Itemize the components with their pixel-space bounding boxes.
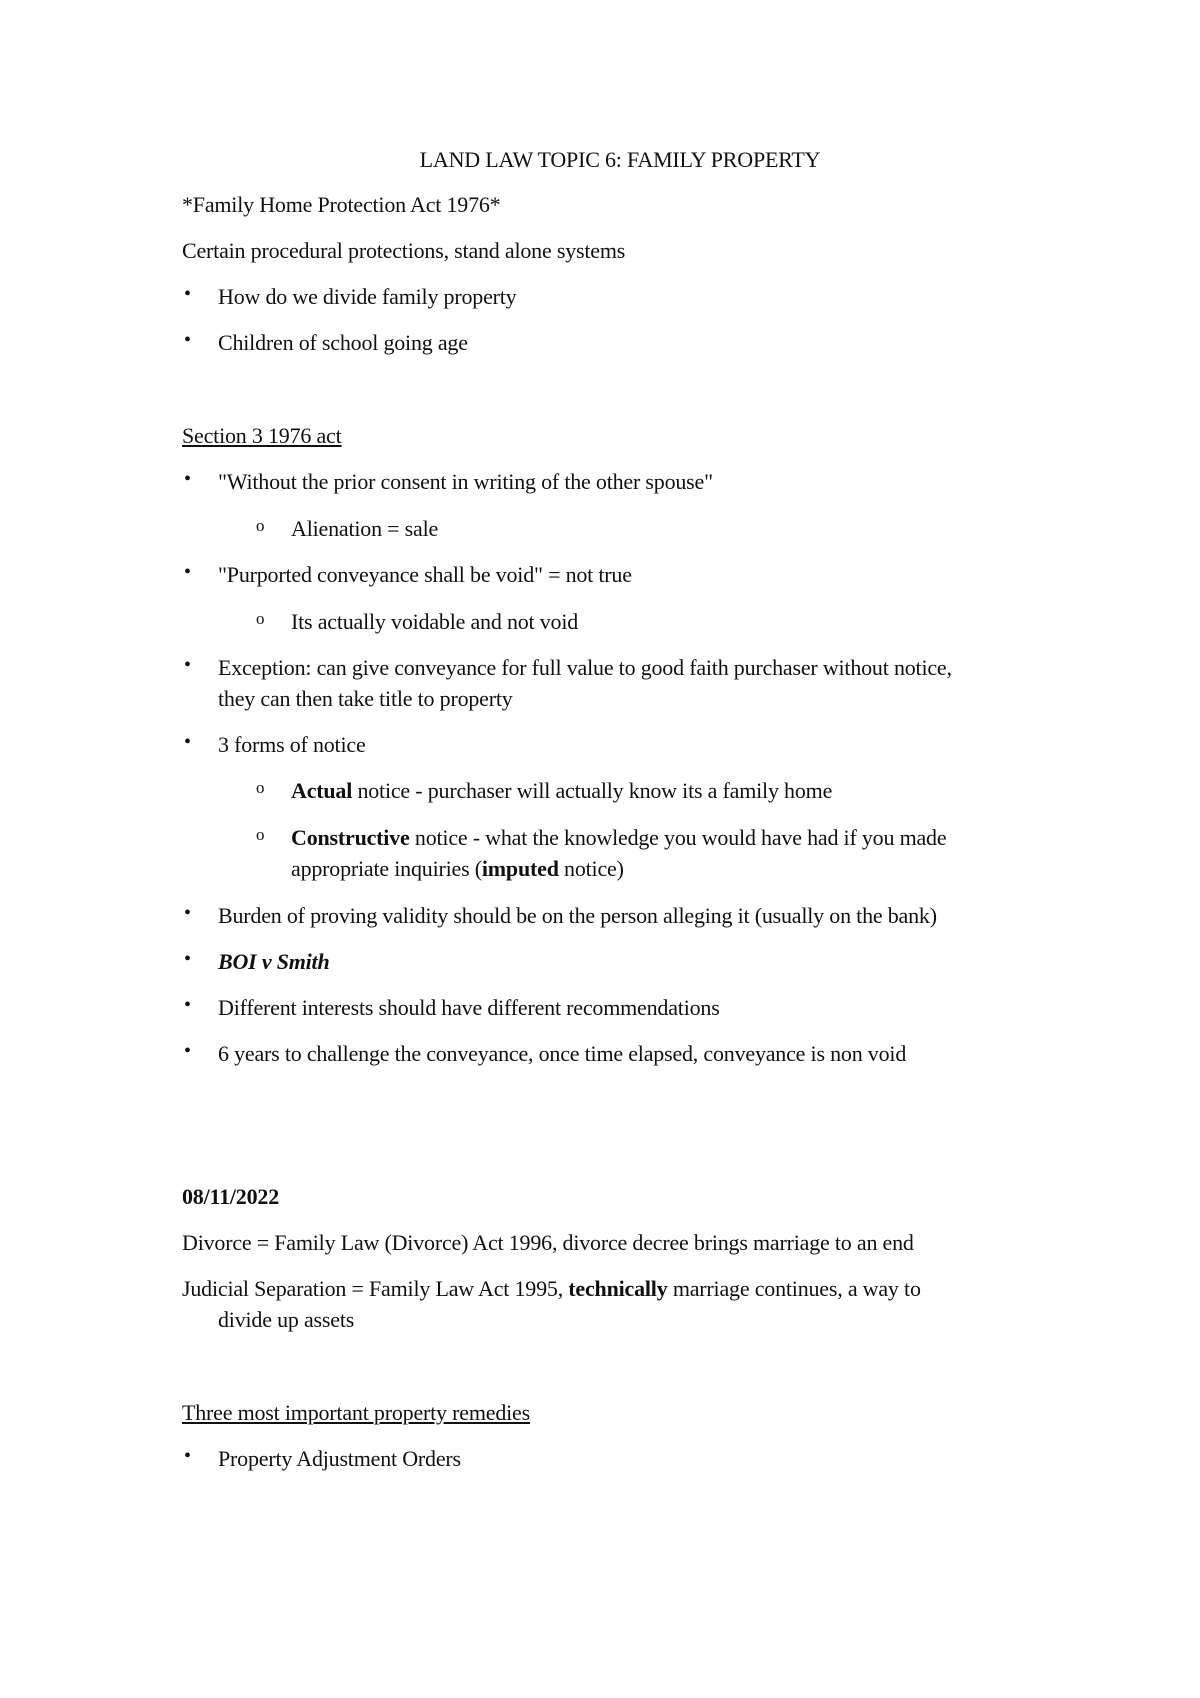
judicial-separation-text: Judicial Separation = Family Law Act 1995, technically marriage continues, a way to [182, 1276, 921, 1301]
list-item: Burden of proving validity should be on the person alleging it (usually on the bank) [218, 903, 937, 928]
act-heading: *Family Home Protection Act 1976* [182, 192, 501, 217]
date-heading: 08/11/2022 [182, 1184, 280, 1209]
sub-bullet-icon: o [256, 516, 265, 535]
list-item: Property Adjustment Orders [218, 1446, 461, 1471]
bullet-icon: • [184, 1445, 192, 1467]
sub-list-item: Its actually voidable and not void [291, 609, 579, 634]
bullet-icon: • [184, 994, 192, 1016]
case-name: BOI v Smith [218, 949, 330, 974]
judicial-separation-continuation: divide up assets [218, 1307, 355, 1332]
page-title: LAND LAW TOPIC 6: FAMILY PROPERTY [419, 147, 821, 172]
technically-term: technically [568, 1276, 668, 1301]
list-item: 6 years to challenge the conveyance, once time elapsed, conveyance is non void [218, 1041, 907, 1066]
list-item: 3 forms of notice [218, 732, 366, 757]
bullet-icon: • [184, 1040, 192, 1062]
list-item-continuation: they can then take title to property [218, 686, 513, 711]
constructive-term: Constructive [291, 825, 410, 850]
bullet-icon: • [184, 283, 192, 305]
section-heading: Section 3 1976 act [182, 423, 342, 448]
sub-bullet-icon: o [256, 825, 265, 844]
list-item: How do we divide family property [218, 284, 517, 309]
sub-list-item: Alienation = sale [291, 516, 439, 541]
sub-bullet-icon: o [256, 609, 265, 628]
bullet-icon: • [184, 561, 192, 583]
list-item: Exception: can give conveyance for full value to good faith purchaser without notice, [218, 655, 952, 680]
bullet-icon: • [184, 948, 192, 970]
actual-term: Actual [291, 778, 353, 803]
list-item: "Without the prior consent in writing of the other spouse" [218, 469, 713, 494]
sub-list-item: Actual notice - purchaser will actually know its a family home [291, 778, 833, 803]
intro-text: Certain procedural protections, stand alone systems [182, 238, 626, 263]
imputed-term: imputed [481, 856, 559, 881]
sub-bullet-icon: o [256, 778, 265, 797]
remedies-heading: Three most important property remedies [182, 1400, 530, 1425]
bullet-icon: • [184, 731, 192, 753]
bullet-icon: • [184, 468, 192, 490]
sub-list-item-continuation: appropriate inquiries (imputed notice) [291, 856, 624, 881]
list-item: "Purported conveyance shall be void" = not true [218, 562, 632, 587]
sub-list-item: Constructive notice - what the knowledge you would have had if you made [291, 825, 947, 850]
bullet-icon: • [184, 329, 192, 351]
bullet-icon: • [184, 654, 192, 676]
list-item: Different interests should have different recommendations [218, 995, 720, 1020]
bullet-icon: • [184, 902, 192, 924]
list-item: Children of school going age [218, 330, 468, 355]
divorce-text: Divorce = Family Law (Divorce) Act 1996, divorce decree brings marriage to an end [182, 1230, 914, 1255]
